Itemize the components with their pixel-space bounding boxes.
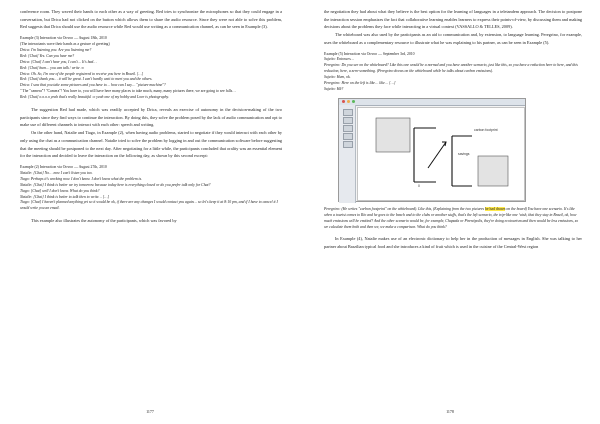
right-text-column [324, 8, 582, 251]
example-3-line: Red: [Chat] o.o.o.o yeah that's really beautiful :o yeah one of my hobby and Love is photography. [20, 95, 169, 100]
text-tool-icon [343, 133, 353, 140]
example-2-line: Example (2) Interaction via Oovoo — August 27th, 2010 [20, 165, 107, 169]
example-5-continuation [324, 207, 582, 231]
example-2-line: Tiago: Perhaps it's working now. I don't know. I don't know what the problem is. [20, 176, 143, 181]
right-paragraph-2: The whiteboard was also used by the participants as an aid to communication and, by extension, to language learning. Peregrino, for example, uses the whiteboard as a complementary resource to illustrate what he was explaining to his partner, as can be seen in Example (5). [324, 32, 582, 45]
example-2-line: Natalie: [Chat] I think is better we try tomorrow because today here is everything closed or do you prefer talk only for Chat? [20, 182, 211, 187]
example-3-line: Drica: Oh. So, I'm one of the people registered to receive you here in Brazil. […] [20, 71, 144, 76]
right-scenario-box [478, 156, 508, 186]
label-savings: savings [458, 151, 470, 156]
example-3-excerpt [20, 36, 282, 101]
window-maximize-icon [352, 100, 355, 103]
right-page [300, 0, 600, 424]
example-2-line: Natalie: [Chat] I think is better to talk then to write… […] [20, 194, 110, 199]
page-number-right: 1178 [446, 409, 454, 414]
eraser-tool-icon [343, 117, 353, 124]
left-scenario-box [376, 118, 410, 152]
example-5-excerpt [324, 52, 582, 93]
example-3-line: Red: [Chat] thank you… it will be great. I can't hardly wait to meet you and the others. [20, 77, 153, 82]
whiteboard-toolbar [339, 99, 525, 106]
highlighted-phrase: he had drawn [484, 206, 506, 211]
example-3-line: Red: [Chat] Yes. Can you hear me? [20, 53, 75, 58]
whiteboard-tool-panel [339, 105, 356, 203]
label-carbon-footprint: carbon footprint [474, 127, 498, 132]
left-paragraph-1: conference room. They waved their hands to each other as a way of greeting. Red tries to synchronize the microphones so that they could engage in a conversation, but Drica had not clicked on the button which allows them to share the audio resource. Since they were not able to solve this problem, Red suggests that Drica should use the audio resource while Red would use writing as a communication channel, as can be seen in Example (3). [20, 9, 282, 30]
arrow-line [428, 142, 446, 168]
example-5-line: Sujeito: Entonces… [324, 57, 355, 62]
example-3-line: Drica: I saw that you take some pictures and you have to… how can I say… "picture machine"? [20, 83, 166, 88]
example-5-line: Peregrino: Do you see on the whiteboard? Like this one would be a normal and you have another scenario, just like this, so you have a reduction here to here, and this reduction, here, a zero-something. (Peregrino draws on the whiteboard while he talks about carbon emissions). [324, 63, 578, 74]
whiteboard-screenshot [338, 98, 526, 202]
example-5-line: Sujeito: Hã? [324, 86, 344, 91]
shape-tool-icon [343, 125, 353, 132]
caption-text-after: on the board) You have one scenario. It's like when a tourist comes to Rio and he goes to the beach and to the clubs or another stuffs, that's the left scenario, the trip-like one 'wish, that they stay in Brazil, ok, how much emissions will he emitted? And the other scenario would be, for example, Chapada or Pirenópolis, they're doing ecotourism and then would be less emissions, so we calculate them both and then we, we make a comparison. What do you think? [324, 206, 579, 229]
example-3-line: Red: [Chat] hum… you can talk / write :o [20, 65, 84, 70]
example-3-line: (The interactants wave their hands as a gesture of greeting) [20, 42, 110, 47]
example-3-line: " The "camera"? "Camera"! You have to, you will have here many places to take much, many, many pictures there, we are going to see falls… [20, 89, 236, 94]
example-3-line: Example (3) Interaction via Oovoo — August 18th, 2010 [20, 36, 107, 41]
left-paragraph-3: On the other hand, Natalie and Tiago, in Example (2), when having audio problems, started to negotiate if they would interact with each other by only using the chat as a communication channel. Natalie tried to solve the problem by logging in and out the communication software before suggesting that the meeting should be postponed to the next day. After negotiating for a little while, the participants concluded that orality was an essential element for the interaction and decided to leave the interaction on the following day, as shown by this second excerpt: [20, 130, 282, 159]
example-2-line: Natalie: [Chat] No… now I can't listen you too. [20, 170, 93, 175]
left-paragraph-4: This example also illustrates the autonomy of the participants, which was favored by [31, 218, 177, 224]
example-3-line: Drica: [Chat] I can't hear you, I can't… It's bad… [20, 59, 97, 64]
example-2-line: Tiago: [Chat] I haven't planned anything yet so it would be ok, if there are any changes I would contact you again… so let's keep it at 8:10 pm, and if I have to cancel it I would write you an email. [20, 200, 278, 211]
caption-text-before: Peregrino: (He writes "carbon footprint" on the whiteboard). Like this, (Explaining from the two pictures [324, 206, 485, 211]
window-close-icon [342, 100, 345, 103]
right-paragraph-1: the negotiation they had about what they believe is the best option for the learning of languages in a teletandem approach. The decision to postpone the interaction session emphasizes the fact that collaborative learning enables learners to express their points-of-view, by discussing them and making decisions about the problems they face while interacting in a virtual context (VASSALLO & TELLES, 2009). [324, 9, 582, 30]
example-5-line: Example (5) Interaction via Oovoo — September 3rd, 2010 [324, 51, 415, 56]
color-tool-icon [343, 141, 353, 148]
example-3-line: Drica: I'm listening you. Are you listening me? [20, 47, 92, 52]
page-number-left: 1177 [146, 409, 154, 414]
label-zero: 0 [418, 183, 420, 188]
pen-tool-icon [343, 109, 353, 116]
example-2-line: Tiago: [Chat] well I don't know. What do you think? [20, 188, 100, 193]
window-minimize-icon [347, 100, 350, 103]
right-paragraph-3: In Example (4), Natalie makes use of an electronic dictionary to help her in the production of messages in English. She was talking to her partner about Brazilian typical food and she introduces a kind of fruit which is used in the cuisine of the Central-West region [324, 236, 582, 250]
example-2-excerpt [20, 165, 282, 212]
whiteboard-drawing [358, 108, 524, 200]
left-paragraph-2: The suggestion Red had made, which was readily accepted by Drica, reveals an exercise of autonomy in the decision-making of the two participants since they find ways to continue the interaction. By doing this, they solve the problem posed by the lack of audio communication and opt to make use of different channels to interact with each other: speech and writing. [20, 107, 282, 128]
left-text-column [20, 8, 282, 225]
example-5-line: Sujeito: Hum, ok. [324, 75, 351, 80]
example-5-line: Peregrino: Here on the left is like… like… […] [324, 81, 396, 86]
whiteboard-canvas [357, 107, 525, 201]
